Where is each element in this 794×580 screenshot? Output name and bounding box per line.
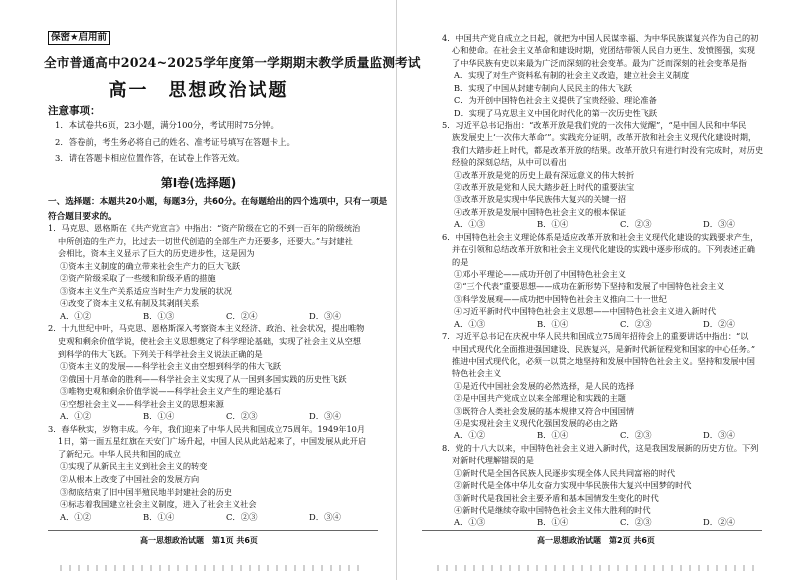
question-line: 到科学的伟大飞跃。下列关于科学社会主义说法正确的是 — [58, 348, 263, 359]
question-line: ③科学发展观——成功把中国特色社会主义推向二十一世纪 — [454, 293, 667, 304]
answer-options — [60, 310, 392, 322]
answer-options — [454, 218, 786, 230]
question-line: ①邓小平理论——成功开创了中国特色社会主义 — [454, 268, 626, 279]
question-line: ①是近代中国社会发展的必然选择，是人民的选择 — [454, 380, 635, 391]
question-line: ③彻底结束了旧中国半殖民地半封建社会的历史 — [60, 486, 232, 497]
answer-option: D．③④ — [309, 511, 341, 522]
question-line: ④标志着我国建立社会主义制度，进入了社会主义社会 — [60, 499, 257, 510]
question-stem: 5．习近平总书记指出：“改革开放是我们党的一次伟大觉醒”，“是中国人民和中华民 — [442, 119, 747, 130]
question-line: A．实现了对生产资料私有制的社会主义改造，建立社会主义制度 — [454, 70, 690, 81]
answer-option: B．①④ — [537, 430, 569, 441]
question-stem: 8．党的十八大以来，中国特色社会主义进入新时代，这是我国发展新的历史方位。下列 — [442, 442, 759, 453]
section-title: 第Ⅰ卷(选择题) — [160, 176, 237, 190]
answer-option: A．①③ — [454, 517, 486, 528]
answer-option: A．①② — [60, 411, 92, 422]
question-line: 史观和剩余价值学说，使社会主义思想奠定了科学理论基础，实现了社会主义从空想 — [58, 335, 361, 346]
question-line: ④改变了资本主义私有制及其剥削关系 — [60, 298, 200, 309]
question-stem: 1．马克思、恩格斯在《共产党宣言》中指出：“资产阶级在它的不到一百年的阶级统治 — [48, 223, 361, 233]
notes-heading: 注意事项： — [48, 105, 101, 117]
question-line: ④空想社会主义——科学社会主义的思想来源 — [60, 398, 224, 409]
question-line: C．为开创中国特色社会主义提供了宝贵经验、理论准备 — [454, 95, 657, 106]
question-line: ①改革开放是党的历史上最有深远意义的伟大转折 — [454, 169, 635, 180]
answer-option: B．①④ — [537, 318, 569, 329]
question-line: ②资产阶级采取了一些缓和阶级矛盾的措施 — [60, 273, 216, 284]
question-line: ①资本主义制度的确立带来社会生产力的巨大飞跃 — [60, 260, 241, 271]
answer-options — [454, 516, 786, 528]
question-line: 并在引领和总结改革开放和社会主义现代化建设的实践中逐步形成的。下列表述正确 — [452, 244, 755, 255]
answer-option: A．①② — [60, 511, 92, 522]
answer-option: C．②③ — [620, 318, 652, 329]
question-line: ②是中国共产党成立以来全部理论和实践的主题 — [454, 393, 626, 404]
answer-options — [454, 429, 786, 441]
question-line: 的是 — [452, 256, 469, 267]
question-stem: 3．春华秋实，岁物丰成。今年，我们迎来了中华人民共和国成立75周年。1949年10月 — [48, 423, 366, 434]
question-line: 会相比，资本主义显示了巨大的历史进步性，这是因为 — [58, 248, 255, 259]
question-line: 族发展史上‘一次伟大革命’”。实践充分证明，改革开放和社会主义现代化建设时期， — [452, 132, 757, 143]
question-line: ①新时代是全国各民族人民逐步实现全体人民共同富裕的时代 — [454, 467, 676, 478]
answer-option: A．①② — [60, 310, 92, 321]
question-line: ②新时代是全体中华儿女奋力实现中华民族伟大复兴中国梦的时代 — [454, 480, 692, 491]
answer-option: C．②③ — [620, 219, 652, 230]
footer-rule — [422, 530, 762, 531]
question-line: 1日，第一面五星红旗在天安门广场升起，中国人民从此站起来了，中国发展从此开启 — [58, 436, 367, 447]
footer-rule — [48, 530, 378, 531]
question-line: ③改革开放是实现中华民族伟大复兴的关键一招 — [454, 194, 626, 205]
question-line: ③既符合人类社会发展的基本规律又符合中国国情 — [454, 405, 635, 416]
question-line: ③唯物史观和剩余价值学说——科学社会主义产生的理论基石 — [60, 386, 282, 397]
answer-options — [454, 318, 786, 330]
question-line: B．实现了中国从封建专制向人民民主的伟大飞跃 — [454, 82, 632, 93]
question-line: ③新时代是我国社会主要矛盾和基本国情发生变化的时代 — [454, 492, 659, 503]
question-line: 推进中国式现代化，必须一以贯之地坚持和发展中国特色社会主义。坚持和发展中国 — [452, 355, 755, 366]
answer-option: C．②③ — [620, 430, 652, 441]
note-item: 2．答卷前，考生务必将自己的姓名、准考证号填写在答题卡上。 — [55, 137, 295, 147]
answer-option: D．③④ — [309, 411, 341, 422]
scan-noise — [60, 565, 360, 571]
question-stem: 4．中国共产党自成立之日起，就把为中国人民谋幸福、为中华民族谋复兴作为自己的初 — [442, 33, 759, 43]
question-line: ②“三个代表”重要思想——成功在新形势下坚持和发展了中国特色社会主义 — [454, 281, 725, 292]
question-line: D．实现了马克思主义中国化时代化的第一次历史性飞跃 — [454, 107, 658, 118]
question-line: 对新时代理解错误的是 — [452, 455, 534, 466]
question-stem: 7．习近平总书记在庆祝中华人民共和国成立75周年招待会上的重要讲话中指出：“以 — [442, 331, 749, 342]
answer-option: C．②③ — [620, 517, 652, 528]
page-right — [397, 0, 794, 580]
question-line: ①资本主义的发展——科学社会主义由空想到科学的伟大飞跃 — [60, 361, 282, 372]
question-line: 心和使命。在社会主义革命和建设时期，党团结带领人民自力更生、发愤图强，实现 — [452, 45, 755, 56]
answer-option: A．①③ — [454, 219, 486, 230]
question-line: ④改革开放是发展中国特色社会主义的根本保证 — [454, 206, 626, 217]
answer-option: C．②③ — [226, 411, 258, 422]
exam-title: 全市普通高中2024~2025学年度第一学期期末教学质量监测考试 — [44, 55, 421, 70]
question-line: ④新时代是继续夺取中国特色社会主义伟大胜利的时代 — [454, 504, 651, 515]
answer-option: A．①③ — [454, 318, 486, 329]
answer-option: B．①④ — [143, 411, 175, 422]
page-footer: 高一思想政治试题 第2页 共6页 — [537, 536, 655, 545]
answer-option: B．①④ — [143, 511, 175, 522]
question-line: ③资本主义生产关系适应当时生产力发展的状况 — [60, 285, 232, 296]
answer-option: D．③④ — [703, 219, 735, 230]
question-line: ④习近平新时代中国特色社会主义思想——中国特色社会主义进入新时代 — [454, 306, 717, 317]
question-line: ②改革开放是党和人民大踏步赶上时代的重要法宝 — [454, 182, 635, 193]
scan-noise — [437, 565, 757, 571]
question-line: ②俄国十月革命的胜利——科学社会主义实现了从一国到多国实践的历史性飞跃 — [60, 373, 347, 384]
answer-options — [60, 410, 392, 422]
answer-option: B．①④ — [537, 219, 569, 230]
note-item: 1．本试卷共6页，23小题，满分100分，考试用时75分钟。 — [55, 120, 279, 130]
answer-option: D．②④ — [703, 318, 735, 329]
subject-title: 高一 思想政治试题 — [108, 80, 289, 101]
note-item: 3．请在答题卡相应位置作答，在试卷上作答无效。 — [55, 153, 245, 163]
answer-option: A．①② — [454, 430, 486, 441]
section-intro: 一、选择题：本题共20小题，每题3分，共60分。在每题给出的四个选项中，只有一项是符合题目要求的。 — [48, 197, 388, 222]
question-line: ①实现了从新民主主义到社会主义的转变 — [60, 461, 208, 472]
question-stem: 6．中国特色社会主义理论体系是适应改革开放和社会主义现代化建设的实践要求产生， — [442, 231, 759, 242]
answer-options — [60, 511, 392, 523]
question-line: ②从根本上改变了中国社会的发展方向 — [60, 474, 200, 484]
question-stem: 2．十九世纪中叶，马克思、恩格斯深入考察资本主义经济、政治、社会状况，提出唯物 — [48, 323, 365, 334]
answer-option: B．①③ — [143, 310, 175, 321]
question-line: 中所创造的生产力，比过去一切世代创造的全部生产力还要多，还要大。”与封建社 — [58, 235, 353, 246]
answer-option: D．③④ — [309, 310, 341, 321]
answer-option: C．②④ — [226, 310, 258, 321]
question-line: 了中华民族有史以来最为广泛而深刻的社会变革。最为广泛而深刻的社会变革是指 — [452, 57, 747, 68]
question-line: 了新纪元。中华人民共和国的成立 — [58, 448, 181, 459]
answer-option: B．①④ — [537, 517, 569, 528]
question-line: 中国式现代化全面推进强国建设、民族复兴，是新时代新征程党和国家的中心任务。” — [452, 343, 756, 354]
answer-option: D．③④ — [703, 430, 735, 441]
page-footer: 高一思想政治试题 第1页 共6页 — [140, 536, 258, 545]
answer-option: C．②③ — [226, 511, 258, 522]
question-line: ④是实现社会主义现代化强国发展的必由之路 — [454, 418, 618, 429]
answer-option: D．②④ — [703, 517, 735, 528]
question-line: 我们大踏步赶上时代，都是改革开放的结果。改革开放只有进行时没有完成时，对历史 — [452, 144, 764, 155]
question-line: 经验的深刻总结，从中可以看出 — [452, 157, 567, 168]
question-line: 特色社会主义 — [452, 368, 502, 379]
confidential-badge: 保密★启用前 — [48, 31, 110, 45]
